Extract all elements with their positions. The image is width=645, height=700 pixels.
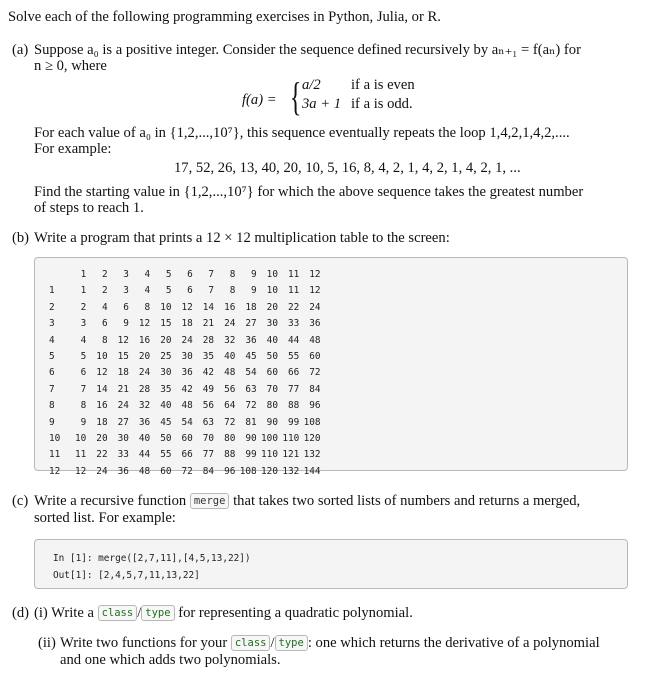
- table-cell: 48: [224, 367, 236, 379]
- table-row: [47, 382, 321, 398]
- table-row: [47, 431, 321, 447]
- table-cell: 72: [224, 416, 236, 428]
- table-row: [47, 333, 321, 349]
- table-cell: 7: [208, 269, 215, 280]
- table-cell: 5: [165, 285, 172, 297]
- table-cell: 60: [160, 465, 172, 477]
- part-d-ii-pre: Write two functions for your: [60, 635, 228, 651]
- part-d-i-post: for representing a quadratic polynomial.: [178, 605, 413, 621]
- table-row: [47, 283, 321, 299]
- table-cell: 10: [49, 433, 61, 445]
- table-cell: 44: [287, 334, 300, 346]
- table-cell: 12: [138, 318, 151, 330]
- table-cell: 33: [287, 318, 300, 330]
- table-cell: 70: [202, 433, 215, 445]
- table-cell: 5: [80, 351, 87, 363]
- table-cell: 35: [160, 383, 172, 395]
- table-cell: 36: [181, 367, 193, 379]
- table-cell: 40: [224, 351, 236, 363]
- table-cell: 21: [117, 383, 129, 395]
- table-cell: 20: [138, 351, 151, 363]
- table-cell: 45: [160, 416, 172, 428]
- part-c-line2: sorted list. For example:: [34, 510, 176, 526]
- f-lhs: f(a) =: [242, 92, 277, 108]
- table-cell: 40: [266, 334, 278, 346]
- table-cell: 60: [266, 367, 278, 379]
- table-cell: 11: [49, 449, 61, 461]
- table-cell: 48: [138, 465, 151, 477]
- table-cell: 16: [224, 301, 236, 313]
- table-cell: 12: [75, 465, 87, 477]
- table-cell: 3: [80, 318, 87, 330]
- part-a-para3-line1: Find the starting value in {1,2,...,10⁷} for which the above sequence takes the greatest number: [34, 184, 584, 200]
- table-cell: 9: [251, 269, 257, 280]
- table-cell: 24: [117, 400, 129, 412]
- table-cell: 8: [144, 301, 151, 313]
- table-cell: 6: [187, 269, 193, 280]
- table-cell: 56: [202, 400, 215, 412]
- table-cell: 54: [245, 367, 257, 379]
- table-cell: 121: [282, 449, 300, 461]
- part-c-line1: [34, 493, 634, 510]
- table-cell: 14: [202, 301, 215, 313]
- table-cell: 4: [101, 301, 108, 313]
- table-cell: 20: [96, 433, 108, 445]
- table-cell: 56: [224, 383, 236, 395]
- table-cell: 24: [224, 318, 236, 330]
- part-c-line1-post: that takes two sorted lists of numbers and returns a merged,: [233, 493, 581, 509]
- example-sequence: 17, 52, 26, 13, 40, 20, 10, 5, 16, 8, 4, 2, 1, 4, 2, 1, 4, 2, 1, ...: [174, 160, 521, 176]
- brace-glyph: {: [289, 74, 302, 119]
- table-cell: 4: [49, 334, 55, 346]
- table-cell: 15: [117, 351, 129, 363]
- table-cell: 6: [123, 301, 129, 313]
- table-cell: 9: [251, 285, 257, 297]
- table-cell: 42: [181, 383, 193, 395]
- table-cell: 132: [303, 449, 321, 461]
- table-cell: 6: [80, 367, 87, 379]
- table-cell: 4: [80, 334, 87, 346]
- table-cell: 8: [229, 285, 236, 297]
- table-cell: 48: [309, 334, 321, 346]
- case2-expr: 3a + 1: [302, 96, 342, 112]
- table-cell: 18: [117, 367, 129, 379]
- table-cell: 2: [101, 269, 108, 280]
- multiplication-table: [47, 267, 321, 480]
- table-cell: 2: [80, 301, 87, 313]
- table-cell: 45: [245, 351, 257, 363]
- table-cell: 10: [75, 433, 87, 445]
- table-cell: 14: [96, 383, 108, 395]
- table-cell: 3: [49, 318, 55, 330]
- repl-input: In [1]: merge([2,7,11],[4,5,13,22]): [53, 553, 251, 564]
- part-d-i-label: (i): [34, 605, 48, 621]
- table-cell: [47, 267, 65, 283]
- table-cell: 84: [309, 383, 321, 395]
- table-cell: 15: [160, 318, 172, 330]
- table-cell: 8: [80, 400, 87, 412]
- part-b-text: Write a program that prints a 12 × 12 multiplication table to the screen:: [34, 230, 450, 246]
- part-c-line1-pre: Write a recursive function: [34, 493, 187, 509]
- part-d-ii-label: (ii): [38, 635, 56, 651]
- table-cell: 42: [202, 367, 215, 379]
- table-cell: 16: [96, 400, 108, 412]
- table-cell: 90: [266, 416, 278, 428]
- table-row: [47, 447, 321, 463]
- table-cell: 4: [144, 285, 151, 297]
- table-cell: 11: [287, 285, 300, 297]
- table-cell: 27: [245, 318, 257, 330]
- table-cell: 99: [245, 449, 257, 461]
- table-cell: 99: [287, 416, 300, 428]
- table-cell: 8: [229, 269, 236, 280]
- type-keyword-2: type: [275, 635, 308, 651]
- intro-text: Solve each of the following programming exercises in Python, Julia, or R.: [8, 9, 441, 25]
- table-cell: 3: [123, 269, 129, 280]
- part-a-para2-line1: For each value of a₀ in {1,2,...,10⁷}, this sequence eventually repeats the loop 1,4,2,1,4,2,....: [34, 125, 570, 141]
- table-cell: 20: [266, 301, 278, 313]
- table-cell: 36: [309, 318, 321, 330]
- table-cell: 64: [224, 400, 236, 412]
- part-c-label: (c): [12, 493, 29, 509]
- table-cell: 18: [96, 416, 108, 428]
- table-cell: 3: [123, 285, 129, 297]
- table-cell: 18: [245, 301, 257, 313]
- table-cell: 50: [266, 351, 278, 363]
- table-cell: 30: [181, 351, 193, 363]
- table-cell: 50: [160, 433, 172, 445]
- case1-cond: if a is even: [351, 77, 415, 93]
- table-cell: 80: [266, 400, 278, 412]
- table-row: [47, 398, 321, 414]
- slash-2: /: [270, 635, 275, 651]
- table-cell: 5: [49, 351, 55, 363]
- table-cell: 18: [181, 318, 193, 330]
- table-cell: 12: [49, 465, 61, 477]
- part-a-para2-line2: For example:: [34, 141, 112, 157]
- table-cell: 33: [117, 449, 129, 461]
- table-cell: 22: [287, 301, 300, 313]
- table-cell: 12: [309, 269, 321, 280]
- table-cell: 1: [49, 285, 55, 297]
- table-cell: 72: [181, 465, 193, 477]
- table-cell: 77: [287, 383, 300, 395]
- table-cell: 8: [101, 334, 108, 346]
- table-cell: 36: [245, 334, 257, 346]
- table-row: [47, 349, 321, 365]
- table-cell: 132: [282, 465, 300, 477]
- table-cell: 4: [144, 269, 151, 280]
- table-cell: 10: [160, 301, 172, 313]
- table-cell: 81: [245, 416, 257, 428]
- table-cell: 36: [138, 416, 151, 428]
- part-a-line1: Suppose a₀ is a positive integer. Consider the sequence defined recursively by aₙ₊₁ = f(aₙ) for: [34, 42, 581, 58]
- table-cell: 84: [202, 465, 215, 477]
- part-a-line2: n ≥ 0, where: [34, 58, 107, 74]
- table-cell: 55: [160, 449, 172, 461]
- table-cell: 36: [117, 465, 129, 477]
- table-cell: 88: [224, 449, 236, 461]
- table-cell: 120: [261, 465, 278, 477]
- merge-code-word: merge: [190, 493, 230, 509]
- table-cell: 72: [245, 400, 257, 412]
- table-cell: 49: [202, 383, 215, 395]
- table-cell: 6: [101, 318, 108, 330]
- table-cell: 30: [266, 318, 278, 330]
- table-cell: 6: [187, 285, 193, 297]
- table-cell: 24: [181, 334, 193, 346]
- table-cell: 12: [181, 301, 193, 313]
- table-cell: 24: [96, 465, 108, 477]
- table-cell: 6: [49, 367, 55, 379]
- table-cell: 1: [80, 269, 87, 280]
- repl-output: Out[1]: [2,4,5,7,11,13,22]: [53, 570, 200, 581]
- table-cell: 96: [224, 465, 236, 477]
- repl-example: [34, 539, 628, 589]
- table-cell: 7: [80, 383, 87, 395]
- table-cell: 12: [309, 285, 321, 297]
- table-cell: 9: [80, 416, 87, 428]
- table-cell: 9: [123, 318, 129, 330]
- table-cell: 54: [181, 416, 193, 428]
- table-cell: 28: [138, 383, 151, 395]
- table-cell: 2: [49, 301, 55, 313]
- table-row: [47, 300, 321, 316]
- table-cell: 7: [208, 285, 215, 297]
- table-cell: 108: [239, 465, 257, 477]
- table-cell: 66: [287, 367, 300, 379]
- table-row: [47, 464, 321, 480]
- table-cell: 44: [138, 449, 151, 461]
- table-cell: 12: [117, 334, 129, 346]
- part-b-label: (b): [12, 230, 30, 246]
- table-cell: 11: [287, 269, 300, 280]
- table-cell: 110: [282, 433, 300, 445]
- table-cell: 120: [303, 433, 321, 445]
- table-row: [47, 415, 321, 431]
- table-cell: 90: [245, 433, 257, 445]
- table-cell: 55: [287, 351, 300, 363]
- table-cell: 24: [138, 367, 151, 379]
- table-cell: 72: [309, 367, 321, 379]
- table-cell: 35: [202, 351, 215, 363]
- table-cell: 20: [160, 334, 172, 346]
- table-cell: 63: [245, 383, 257, 395]
- table-cell: 30: [160, 367, 172, 379]
- table-cell: 5: [165, 269, 172, 280]
- table-cell: 100: [261, 433, 278, 445]
- table-cell: 144: [303, 465, 321, 477]
- table-cell: 80: [224, 433, 236, 445]
- table-cell: 24: [309, 301, 321, 313]
- case1-expr: a/2: [302, 77, 321, 93]
- table-cell: 40: [138, 433, 151, 445]
- table-row: [47, 365, 321, 381]
- slash: /: [137, 605, 142, 621]
- table-cell: 32: [224, 334, 236, 346]
- table-cell: 10: [266, 269, 278, 280]
- type-keyword: type: [141, 605, 174, 621]
- part-d-i-pre: Write a: [51, 605, 94, 621]
- table-cell: 27: [117, 416, 129, 428]
- table-cell: 21: [202, 318, 215, 330]
- table-cell: 96: [309, 400, 321, 412]
- table-cell: 66: [181, 449, 193, 461]
- table-cell: 28: [202, 334, 215, 346]
- table-cell: 32: [138, 400, 151, 412]
- table-cell: 60: [309, 351, 321, 363]
- table-cell: 60: [181, 433, 193, 445]
- table-cell: 10: [266, 285, 278, 297]
- table-cell: 12: [96, 367, 108, 379]
- table-cell: 30: [117, 433, 129, 445]
- table-cell: 10: [96, 351, 108, 363]
- part-a-para3-line2: of steps to reach 1.: [34, 200, 144, 216]
- table-cell: 9: [49, 416, 55, 428]
- part-d-label: (d): [12, 605, 30, 621]
- table-cell: 22: [96, 449, 108, 461]
- table-cell: 16: [138, 334, 151, 346]
- table-cell: 48: [181, 400, 193, 412]
- table-cell: 110: [261, 449, 278, 461]
- table-cell: 108: [303, 416, 321, 428]
- part-d-ii: [60, 635, 640, 652]
- part-d-i: [34, 605, 634, 622]
- table-cell: 63: [202, 416, 215, 428]
- table-row: [47, 316, 321, 332]
- table-header-row: [47, 267, 321, 283]
- case2-cond: if a is odd.: [351, 96, 413, 112]
- table-cell: 70: [266, 383, 278, 395]
- multiplication-table-output: [34, 257, 628, 477]
- table-cell: 7: [49, 383, 55, 395]
- table-cell: 11: [75, 449, 87, 461]
- table-cell: 1: [80, 285, 87, 297]
- table-cell: 88: [287, 400, 300, 412]
- table-cell: 40: [160, 400, 172, 412]
- class-keyword-2: class: [231, 635, 271, 651]
- part-a-label: (a): [12, 42, 29, 58]
- table-cell: 77: [202, 449, 215, 461]
- part-d-ii-post: : one which returns the derivative of a polynomial: [307, 635, 600, 651]
- class-keyword: class: [98, 605, 138, 621]
- table-cell: 25: [160, 351, 172, 363]
- part-d-ii-line2: and one which adds two polynomials.: [60, 652, 281, 668]
- table-cell: 8: [49, 400, 55, 412]
- table-cell: 2: [101, 285, 108, 297]
